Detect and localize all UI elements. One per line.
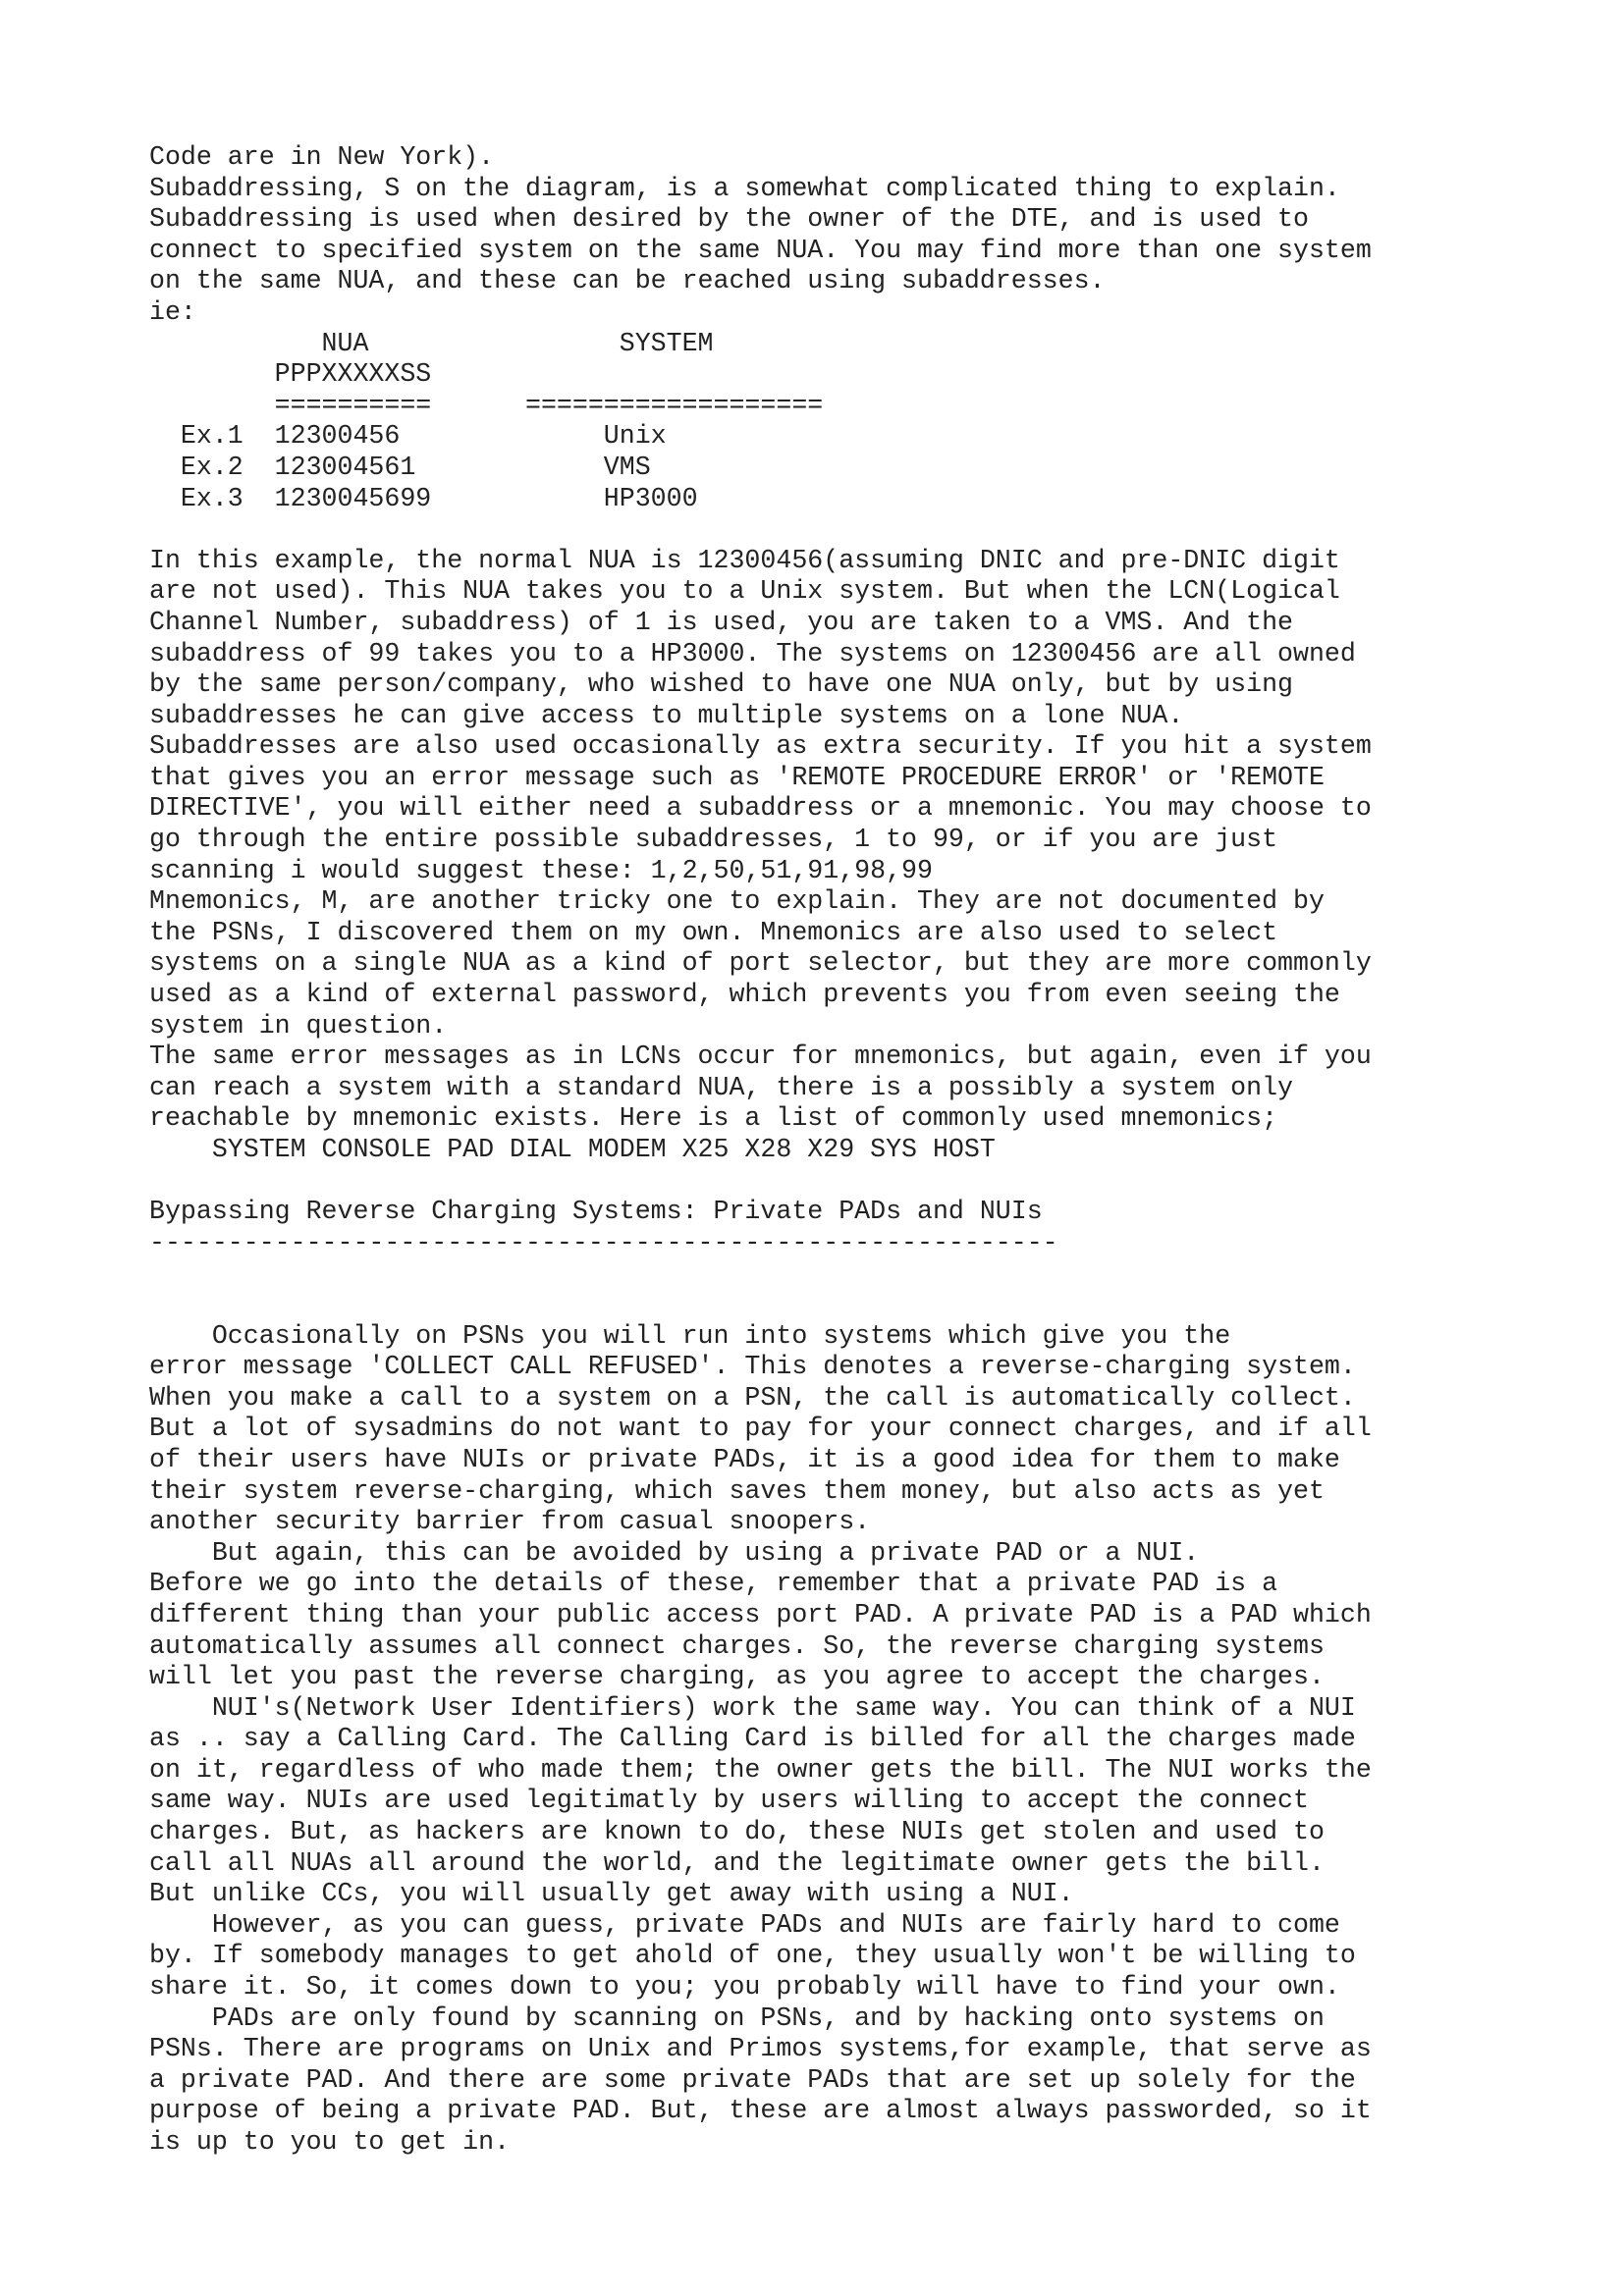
subaddress-table-row: Ex.2 123004561 VMS [149,452,651,482]
body-line: of their users have NUIs or private PADs, it is a good idea for them to make [149,1444,1340,1474]
subaddress-table-row: Ex.1 12300456 Unix [149,421,667,452]
intro-line: connect to specified system on the same NUA. You may find more than one system [149,235,1372,265]
body-line: purpose of being a private PAD. But, these are almost always passworded, so it [149,2096,1372,2126]
body-line: used as a kind of external password, which prevents you from even seeing the [149,980,1340,1010]
body-line: Channel Number, subaddress) of 1 is used, you are taken to a VMS. And the [149,607,1293,637]
body-line: the PSNs, I discovered them on my own. Mnemonics are also used to select [149,917,1278,947]
body-line: However, as you can guess, private PADs and NUIs are fairly hard to come [149,1909,1340,1940]
subaddress-table-row: Ex.3 1230045699 HP3000 [149,483,698,513]
blank-line [149,1290,1602,1321]
body-line: system in question. [149,1010,448,1041]
body-line: Subaddresses are also used occasionally as extra security. If you hit a system [149,731,1372,762]
body-line: In this example, the normal NUA is 12300456(assuming DNIC and pre-DNIC digit [149,545,1340,575]
body-line: systems on a single NUA as a kind of port selector, but they are more commonly [149,948,1372,979]
body-line: error message 'COLLECT CALL REFUSED'. This denotes a reverse-charging system. [149,1352,1356,1382]
document-page [149,142,1602,2159]
subaddress-table-header: NUA SYSTEM [149,328,714,358]
body-line: subaddresses he can give access to multiple systems on a lone NUA. [149,700,1184,730]
body-line: But unlike CCs, you will usually get away with using a NUI. [149,1879,1074,1909]
intro-line: ie: [149,296,196,327]
body-line: But a lot of sysadmins do not want to pay for your connect charges, and if all [149,1414,1372,1444]
body-line: scanning i would suggest these: 1,2,50,51,91,98,99 [149,855,933,885]
body-line: automatically assumes all connect charges. So, the reverse charging systems [149,1630,1325,1661]
subaddress-table-rule: ========== =================== [149,390,824,420]
body-line: go through the entire possible subaddresses, 1 to 99, or if you are just [149,825,1278,855]
subaddress-table-format: PPPXXXXXSS [149,359,432,390]
intro-line: Code are in New York). [149,142,495,172]
body-line: different thing than your public access port PAD. A private PAD is a PAD which [149,1599,1372,1629]
body-line: will let you past the reverse charging, as you agree to accept the charges. [149,1662,1325,1692]
blank-line [149,1166,1602,1198]
body-line: Mnemonics, M, are another tricky one to explain. They are not documented by [149,886,1325,917]
body-line: When you make a call to a system on a PSN, the call is automatically collect. [149,1382,1356,1413]
intro-line: Subaddressing is used when desired by the owner of the DTE, and is used to [149,204,1309,235]
body-line: as .. say a Calling Card. The Calling Card is billed for all the charges made [149,1724,1356,1754]
body-line: reachable by mnemonic exists. Here is a list of commonly used mnemonics; [149,1103,1278,1134]
section-title: Bypassing Reverse Charging Systems: Private PADs and NUIs [149,1197,1043,1227]
body-line: their system reverse-charging, which saves them money, but also acts as yet [149,1475,1325,1506]
body-line: on it, regardless of who made them; the owner gets the bill. The NUI works the [149,1754,1372,1785]
body-line: by the same person/company, who wished to have one NUA only, but by using [149,669,1293,700]
blank-line [149,1258,1602,1290]
intro-line: on the same NUA, and these can be reached using subaddresses. [149,266,1106,296]
body-line: DIRECTIVE', you will either need a subaddress or a mnemonic. You may choose to [149,793,1372,824]
body-line: that gives you an error message such as 'REMOTE PROCEDURE ERROR' or 'REMOTE [149,762,1325,792]
body-line: Occasionally on PSNs you will run into systems which give you the [149,1320,1231,1351]
body-line: subaddress of 99 takes you to a HP3000. The systems on 12300456 are all owned [149,638,1356,668]
intro-line: Subaddressing, S on the diagram, is a somewhat complicated thing to explain. [149,173,1340,203]
body-line: call all NUAs all around the world, and the legitimate owner gets the bill. [149,1847,1325,1878]
body-line: a private PAD. And there are some private PADs that are set up solely for the [149,2064,1356,2095]
document-text [149,142,1602,2159]
body-line: NUI's(Network User Identifiers) work the same way. You can think of a NUI [149,1692,1356,1723]
body-line: by. If somebody manages to get ahold of one, they usually won't be willing to [149,1941,1356,1971]
body-line: charges. But, as hackers are known to do, these NUIs get stolen and used to [149,1817,1325,1847]
body-line: Before we go into the details of these, remember that a private PAD is a [149,1569,1278,1599]
body-line: share it. So, it comes down to you; you probably will have to find your own. [149,1972,1340,2002]
body-line: PADs are only found by scanning on PSNs, and by hacking onto systems on [149,2002,1325,2033]
body-line: can reach a system with a standard NUA, there is a possibly a system only [149,1072,1293,1102]
body-line: another security barrier from casual snoopers. [149,1507,871,1537]
blank-line [149,514,1602,546]
body-line: are not used). This NUA takes you to a Unix system. But when the LCN(Logical [149,576,1340,607]
section-underline: ---------------------------------------------------------- [149,1227,1058,1257]
body-line: But again, this can be avoided by using a private PAD or a NUI. [149,1537,1200,1568]
body-line: PSNs. There are programs on Unix and Primos systems,for example, that serve as [149,2034,1372,2064]
body-line: is up to you to get in. [149,2127,511,2157]
body-line: same way. NUIs are used legitimatly by users willing to accept the connect [149,1786,1309,1816]
mnemonic-list: SYSTEM CONSOLE PAD DIAL MODEM X25 X28 X29 SYS HOST [149,1135,996,1164]
body-line: The same error messages as in LCNs occur for mnemonics, but again, even if you [149,1041,1372,1072]
